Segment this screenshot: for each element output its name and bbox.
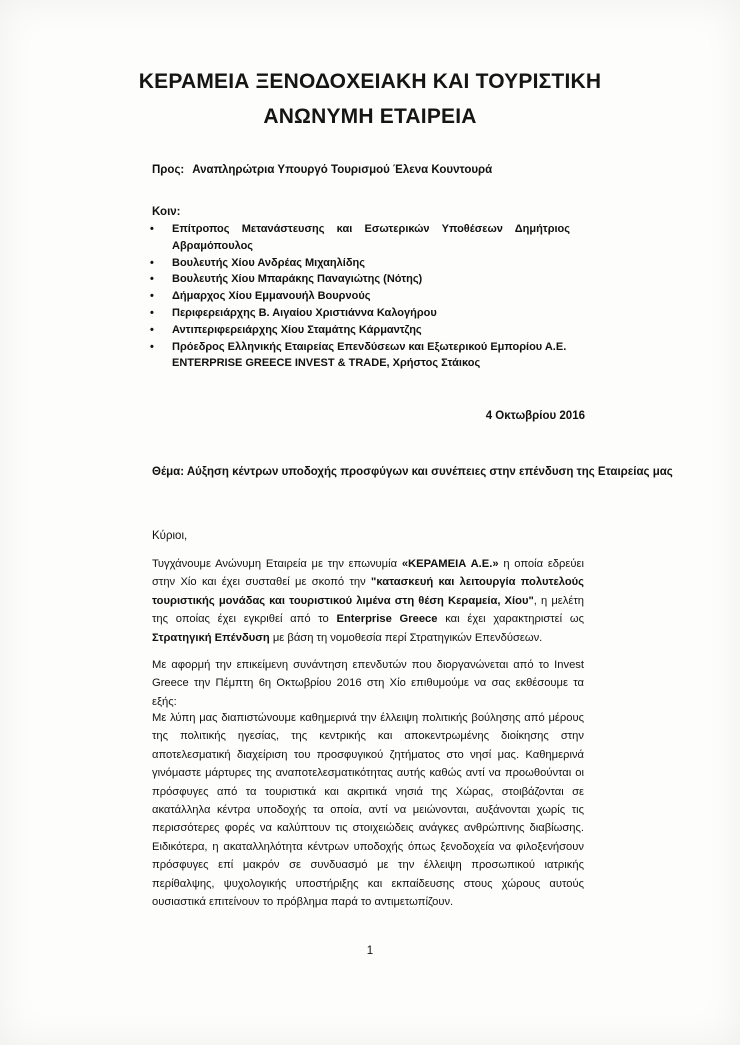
investment-status: Στρατηγική Επένδυση	[152, 631, 270, 644]
recipient-name: Αναπληρώτρια Υπουργό Τουρισμού Έλενα Κουντουρά	[192, 164, 493, 176]
bullet-icon: •	[150, 290, 154, 303]
paragraph-meeting: Με αφορμή την επικείμενη συνάντηση επενδυτών που διοργανώνεται από το Invest Greece την Πέμπτη 6η Οκτωβρίου 2016 στη Χίο επιθυμούμε να σας εκθέσουμε τα εξής:	[152, 659, 584, 708]
agency-name: Enterprise Greece	[336, 613, 438, 626]
bullet-icon: •	[150, 323, 154, 336]
cc-item	[150, 322, 570, 339]
paragraph-text: η οποία εδρεύει στην Χίο και έχει συσταθεί με σκοπό την	[152, 558, 584, 589]
cc-item-continuation: Αβραμόπουλος	[172, 239, 254, 252]
paragraph-concerns: Με λύπη μας διαπιστώνουμε καθημερινά την έλλειψη πολιτικής βούλησης από μέρους της πολιτικής ηγεσίας, της κεντρικής και αποκεντρωμένης διοίκησης στην αποτελεσματική διαχείριση του προσφυγικού ζητήματος στο νησί μας. Καθημερινά γινόμαστε μάρτυρες της αναποτελεσματικότητας αυτής καθώς αντί να προωθούνται οι πρόσφυγες από τα τουριστικά και ακριτικά νησιά της Χώρας, στοιβάζονται σε ακατάλληλα κέντρα υποδοχής τα οποία, αντί να μειώνονται, αυξάνονται χωρίς τις περισσότερες φορές να καλύπτουν τις στοιχειώδεις ανάγκες ανθρώπινης διαβίωσης. Ειδικότερα, η ακαταλληλότητα κέντρων υποδοχής όπως ξενοδοχεία να φιλοξενήσουν πρόσφυγες επί μακρόν σε συνδυασμό με την έλλειψη προσωπικού ιατρικής περίθαλψης, ψυχολογικής υποστήριξης και εκπαίδευσης στους χώρους αυτούς ουσιαστικά επιτείνουν το πρόβλημα παρά το αντιμετωπίζουν.	[152, 712, 584, 909]
bullet-icon: •	[150, 340, 154, 353]
recipient-line	[152, 164, 492, 176]
company-title-line2: ΑΝΩΝΥΜΗ ΕΤΑΙΡΕΙΑ	[263, 105, 477, 128]
project-description: "κατασκευή και λειτουργία πολυτελούς τουριστικής μονάδας και τουριστικού λιμένα στη θέση Κεραμεία, Χίου"	[152, 576, 585, 607]
letter-subject: Θέμα: Αύξηση κέντρων υποδοχής προσφύγων και συνέπειες στην επένδυση της Εταιρείας μας	[152, 466, 673, 478]
cc-item-text: Βουλευτής Χίου Μπαράκης Παναγιώτης (Νότης)	[172, 273, 423, 286]
page-number: 1	[366, 945, 374, 957]
cc-item	[150, 288, 570, 305]
paragraph-text: με βάση τη νομοθεσία περί Στρατηγικών Επενδύσεων.	[269, 631, 543, 644]
company-name: «ΚΕΡΑΜΕΙΑ Α.Ε.»	[401, 558, 499, 570]
paragraph-text: Τυγχάνουμε Ανώνυμη Εταιρεία με την επωνυμία	[152, 558, 402, 570]
cc-item-text: Πρόεδρος Ελληνικής Εταιρείας Επενδύσεων και Εξωτερικού Εμπορίου Α.Ε.	[172, 340, 567, 353]
paragraph-text: , η μελέτη της οποίας έχει εγκριθεί από το	[152, 594, 584, 626]
bullet-icon: •	[150, 256, 154, 269]
cc-item-text: Αντιπεριφερειάρχης Χίου Σταμάτης Κάρμαντζης	[172, 323, 422, 336]
cc-item-text: Επίτροπος Μετανάστευσης και Εσωτερικών Υποθέσεων Δημήτριος	[172, 223, 570, 235]
cc-item	[150, 255, 570, 272]
recipient-label: Προς:	[152, 164, 185, 176]
cc-list	[150, 221, 570, 372]
cc-item-text: Περιφερειάρχης Β. Αιγαίου Χριστιάννα Καλογήρου	[172, 306, 437, 319]
bullet-icon: •	[150, 273, 154, 286]
bullet-icon: •	[150, 306, 154, 319]
paragraph-intro	[152, 555, 584, 647]
cc-item-continuation: ENTERPRISE GREECE INVEST & TRADE, Χρήστος Στάικος	[172, 357, 481, 370]
letter-date: 4 Οκτωβρίου 2016	[485, 410, 585, 422]
paragraph-text: και έχει χαρακτηριστεί ως	[437, 613, 584, 626]
cc-item	[150, 221, 570, 255]
cc-item	[150, 271, 570, 288]
cc-label: Κοιν:	[152, 206, 181, 218]
cc-item-text: Βουλευτής Χίου Ανδρέας Μιχαηλίδης	[172, 256, 365, 269]
bullet-icon: •	[150, 223, 154, 235]
cc-item-text: Δήμαρχος Χίου Εμμανουήλ Βουρνούς	[172, 290, 371, 303]
letter-greeting: Κύριοι,	[152, 530, 188, 542]
company-title-line1: ΚΕΡΑΜΕΙΑ ΞΕΝΟΔΟΧΕΙΑΚΗ ΚΑΙ ΤΟΥΡΙΣΤΙΚΗ	[138, 70, 602, 93]
cc-item	[150, 305, 570, 322]
cc-item	[150, 339, 570, 373]
